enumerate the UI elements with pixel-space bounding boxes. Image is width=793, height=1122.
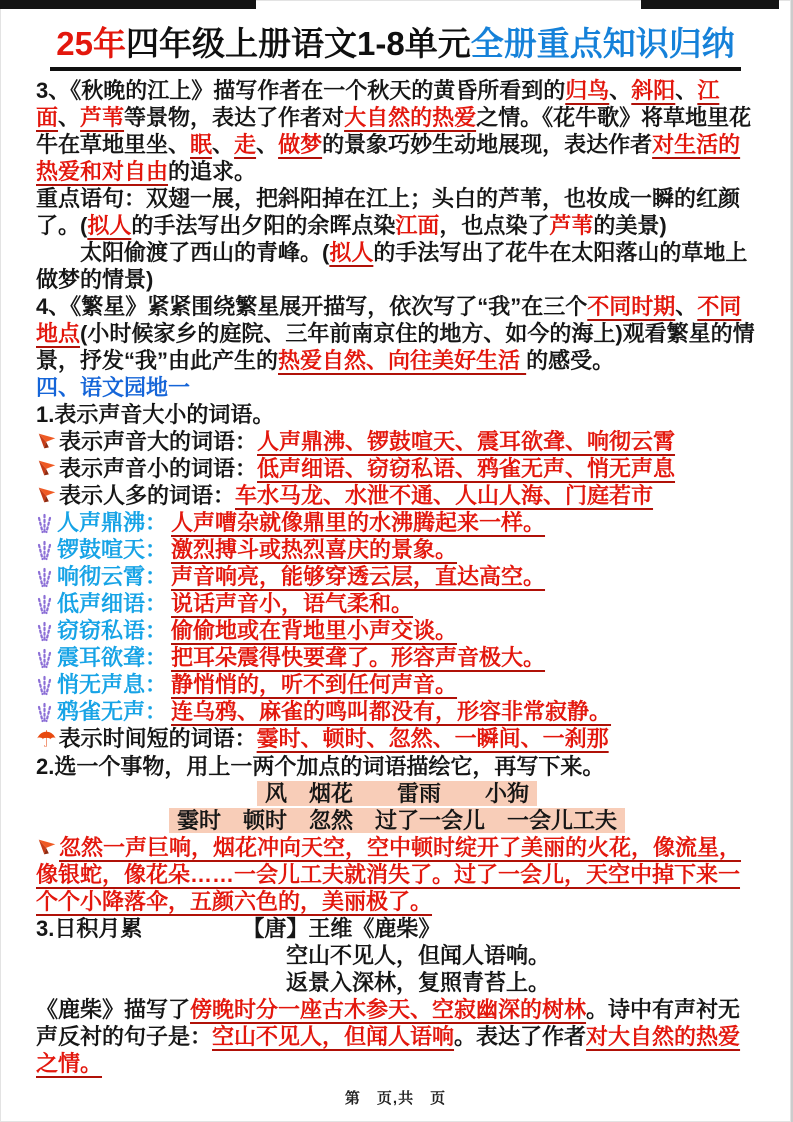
text-segment: 重点语句：双翅一展，把斜阳掉在江上；头白的芦苇，也妆成一瞬的红颜了。( xyxy=(36,185,741,238)
definition-text: 把耳朵震得快要聋了。形容声音极大。 xyxy=(171,644,546,670)
text-segment: 傍晚时分一座古木参天、空寂幽深的树林 xyxy=(190,996,587,1022)
text-segment: 3、《秋晚的江上》描写作者在一个秋天的黄昏所看到的 xyxy=(36,77,566,103)
text-segment: 《鹿柴》描写了 xyxy=(36,996,191,1022)
word-bank-row-1 xyxy=(36,780,758,807)
scan-artifact-top-right xyxy=(641,0,779,9)
text-segment: 做梦 xyxy=(278,131,323,157)
example-paragraph xyxy=(36,834,758,915)
definition-text: 静悄悄的，听不到任何声音。 xyxy=(171,671,458,697)
word-list-words: 车水马龙、水泄不通、人山人海、门庭若市 xyxy=(235,482,654,508)
paragraph-fanxing xyxy=(36,293,758,374)
lavender-sprig-icon xyxy=(36,621,53,642)
definition-term: 响彻云霄： xyxy=(57,563,168,589)
item3-heading: 3.日积月累 xyxy=(36,915,143,941)
paper-plane-icon xyxy=(36,836,58,858)
umbrella-icon: ☂ xyxy=(36,725,57,752)
lavender-sprig-icon xyxy=(36,594,53,615)
text-segment: 江面 xyxy=(395,212,440,238)
text-segment: 的手法写出夕阳的余晖点染 xyxy=(131,212,396,238)
text-segment: 归鸟 xyxy=(565,77,610,103)
page-title xyxy=(0,0,791,71)
text-segment: 、 xyxy=(212,131,235,157)
paragraph-key-sentence-1 xyxy=(36,185,758,239)
poem-header xyxy=(36,915,758,942)
word-list-crowd xyxy=(36,482,758,509)
text-segment: 的追求。 xyxy=(168,158,257,184)
text-segment: 拟人 xyxy=(87,212,132,238)
text-segment: 江面 xyxy=(36,77,720,130)
definition-line xyxy=(36,644,758,671)
word-list-label: 表示人多的词语： xyxy=(59,482,236,508)
text-segment: 对大自然的热爱之情。 xyxy=(36,1023,741,1076)
definition-term: 低声细语： xyxy=(57,590,168,616)
paper-plane-icon xyxy=(36,484,58,506)
lavender-sprig-icon xyxy=(36,648,53,669)
text-segment: 芦苇 xyxy=(80,104,125,130)
item1-heading: 1.表示声音大小的词语。 xyxy=(36,401,275,427)
word-bank-row-2 xyxy=(36,807,758,834)
paragraph-key-sentence-2 xyxy=(36,239,758,293)
word-list-label: 表示声音小的词语： xyxy=(59,455,258,481)
example-text: 忽然一声巨响，烟花冲向天空，空中顿时绽开了美丽的火花，像流星，像银蛇，像花朵……一会儿工夫就消失了。过了一会儿，天空中掉下来一个个小降落伞，五颜六色的，美丽极了。 xyxy=(36,834,742,914)
lavender-sprig-icon xyxy=(36,675,53,696)
text-segment: 拟人 xyxy=(329,239,374,265)
text-segment: 、 xyxy=(58,104,81,130)
poem-line: 返景入深林，复照青苔上。 xyxy=(286,969,551,995)
text-segment: 太阳偷渡了西山的青峰。( xyxy=(80,239,330,265)
item2-heading: 2.选一个事物，用上一两个加点的词语描绘它，再写下来。 xyxy=(36,753,605,779)
definition-line xyxy=(36,563,758,590)
text-segment: 。诗中有声衬无声反衬的句子是： xyxy=(36,996,741,1049)
text-segment: 25年 xyxy=(56,25,126,62)
lavender-sprig-icon xyxy=(36,540,53,561)
definition-term: 悄无声息： xyxy=(57,671,168,697)
text-segment: 四年级上册语文1-8单元 xyxy=(126,25,471,62)
word-list-words: 低声细语、窃窃私语、鸦雀无声、悄无声息 xyxy=(257,455,676,481)
word-list-loud xyxy=(36,428,758,455)
definition-text: 偷偷地或在背地里小声交谈。 xyxy=(171,617,458,643)
definition-term: 震耳欲聋： xyxy=(57,644,168,670)
definition-term: 锣鼓喧天： xyxy=(57,536,168,562)
word-list-label: 表示时间短的词语： xyxy=(58,725,257,751)
poem-line: 空山不见人，但闻人语响。 xyxy=(286,942,551,968)
definition-line xyxy=(36,617,758,644)
lavender-sprig-icon xyxy=(36,567,53,588)
text-segment: 之情。《花牛歌》将草地里花牛在草地里坐、 xyxy=(36,104,752,157)
definition-text: 人声嘈杂就像鼎里的水沸腾起来一样。 xyxy=(171,509,546,535)
text-segment: 、 xyxy=(609,77,632,103)
text-segment: 全册重点知识归纳 xyxy=(470,25,735,62)
text-segment: 4、《繁星》紧紧围绕繁星展开描写，依次写了“我”在三个 xyxy=(36,293,588,319)
text-segment: (小时候家乡的庭院、三年前南京住的地方、如今的海上)观看繁星的情景，抒发“我”由此产生的 xyxy=(36,320,755,373)
definition-line xyxy=(36,536,758,563)
text-segment: 、 xyxy=(256,131,279,157)
text-segment: 走 xyxy=(234,131,257,157)
text-segment: 斜阳 xyxy=(631,77,676,103)
text-segment: 不同地点 xyxy=(36,293,742,346)
text-segment: 芦苇 xyxy=(549,212,594,238)
paragraph-qiuwan-jiangshang xyxy=(36,77,758,185)
section-heading-yuwen-yuandi: 四、语文园地一 xyxy=(36,374,191,400)
text-segment: 、 xyxy=(675,77,698,103)
poem-title: 【唐】王维《鹿柴》 xyxy=(242,915,441,941)
page-title-text xyxy=(50,24,740,71)
text-segment: ，也点染了 xyxy=(439,212,550,238)
word-list-short-time xyxy=(36,725,758,753)
definition-text: 说话声音小，语气柔和。 xyxy=(171,590,414,616)
text-segment: 等景物，表达了作者对 xyxy=(124,104,345,130)
highlighted-words: 霎时 顿时 忽然 过了一会儿 一会儿工夫 xyxy=(169,808,625,833)
text-segment: 、 xyxy=(675,293,698,319)
page-footer: 第 页,共 页 xyxy=(344,1090,447,1107)
paragraph-luchai-analysis xyxy=(36,996,758,1077)
paper-plane-icon xyxy=(36,430,58,452)
word-list-label: 表示声音大的词语： xyxy=(59,428,258,454)
text-segment: 眠 xyxy=(190,131,213,157)
definition-line xyxy=(36,509,758,536)
definition-term: 人声鼎沸： xyxy=(57,509,168,535)
text-segment: 不同时期 xyxy=(587,293,676,319)
definition-line xyxy=(36,671,758,698)
text-segment: 的感受。 xyxy=(526,347,615,373)
definition-term: 窃窃私语： xyxy=(57,617,168,643)
text-segment: 热爱自然、向往美好生活 xyxy=(278,347,527,373)
definition-text: 声音响亮，能够穿透云层，直达高空。 xyxy=(171,563,546,589)
definition-line xyxy=(36,698,758,725)
definition-text: 连乌鸦、麻雀的鸣叫都没有，形容非常寂静。 xyxy=(171,698,612,724)
highlighted-words: 风 烟花 雷雨 小狗 xyxy=(257,781,537,806)
scan-artifact-top-left xyxy=(0,0,256,9)
lavender-sprig-icon xyxy=(36,513,53,534)
text-segment: 。表达了作者 xyxy=(454,1023,587,1049)
text-segment: 的景象巧妙生动地展现，表达作者 xyxy=(322,131,653,157)
word-list-words: 霎时、顿时、忽然、一瞬间、一刹那 xyxy=(256,725,609,751)
definition-line xyxy=(36,590,758,617)
text-segment: 大自然的热爱 xyxy=(344,104,477,130)
text-segment: 空山不见人，但闻人语响 xyxy=(212,1023,455,1049)
word-list-words: 人声鼎沸、锣鼓喧天、震耳欲聋、响彻云霄 xyxy=(257,428,676,454)
text-segment: 对生活的热爱和对自由 xyxy=(36,131,741,184)
text-segment: 的手法写出了花牛在太阳落山的草地上做梦的情景) xyxy=(36,239,748,292)
text-segment: 的美景) xyxy=(593,212,667,238)
document-content xyxy=(0,71,791,1077)
paper-plane-icon xyxy=(36,457,58,479)
definition-text: 激烈搏斗或热烈喜庆的景象。 xyxy=(171,536,458,562)
word-list-quiet xyxy=(36,455,758,482)
lavender-sprig-icon xyxy=(36,702,53,723)
definition-term: 鸦雀无声： xyxy=(57,698,168,724)
